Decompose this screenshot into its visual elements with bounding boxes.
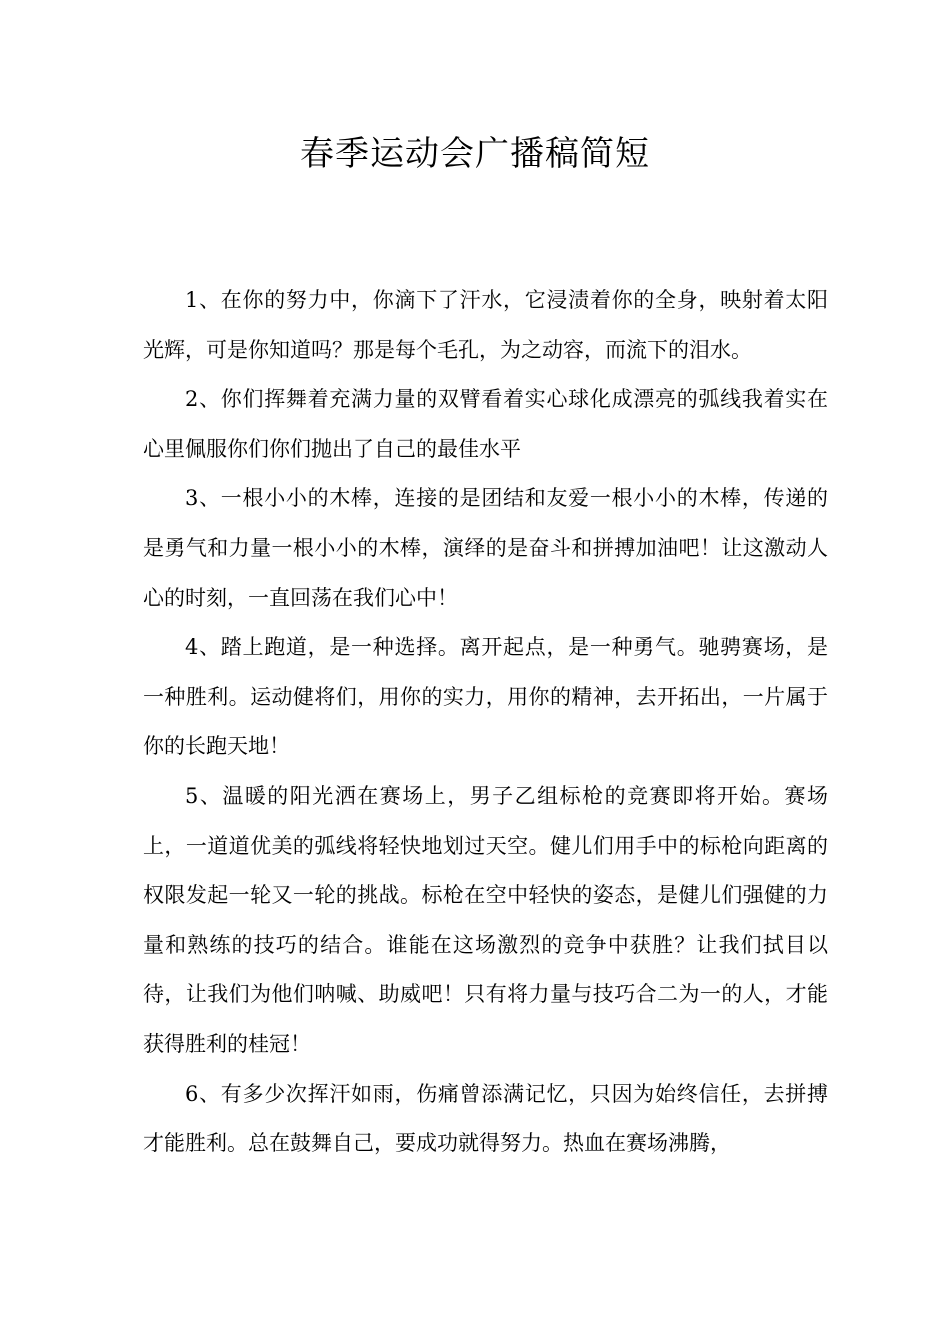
paragraph-2: 2、你们挥舞着充满力量的双臂看着实心球化成漂亮的弧线我着实在心里佩服你们你们抛出了自己的最佳水平 — [143, 387, 828, 461]
document-title: 春季运动会广播稿简短 — [300, 134, 650, 174]
document-body — [143, 276, 828, 1169]
paragraph-1: 1、在你的努力中，你滴下了汗水，它浸渍着你的全身，映射着太阳光辉，可是你知道吗？那是每个毛孔，为之动容，而流下的泪水。 — [143, 288, 828, 362]
paragraph-6: 6、有多少次挥汗如雨，伤痛曾添满记忆，只因为始终信任，去拼搏才能胜利。总在鼓舞自己，要成功就得努力。热血在赛场沸腾， — [143, 1081, 828, 1156]
paragraph-5: 5、温暖的阳光洒在赛场上，男子乙组标枪的竞赛即将开始。赛场上，一道道优美的弧线将轻快地划过天空。健儿们用手中的标枪向距离的权限发起一轮又一轮的挑战。标枪在空中轻快的姿态，是健儿们强健的力量和熟练的技巧的结合。谁能在这场激烈的竞争中获胜？让我们拭目以待，让我们为他们呐喊、助威吧！只有将力量与技巧合二为一的人，才能获得胜利的桂冠！ — [143, 783, 828, 1056]
paragraph-3: 3、一根小小的木棒，连接的是团结和友爱一根小小的木棒，传递的是勇气和力量一根小小的木棒，演绎的是奋斗和拼搏加油吧！让这激动人心的时刻，一直回荡在我们心中！ — [143, 486, 828, 610]
paragraph-4: 4、踏上跑道，是一种选择。离开起点，是一种勇气。驰骋赛场，是一种胜利。运动健将们，用你的实力，用你的精神，去开拓出，一片属于你的长跑天地！ — [143, 635, 828, 759]
